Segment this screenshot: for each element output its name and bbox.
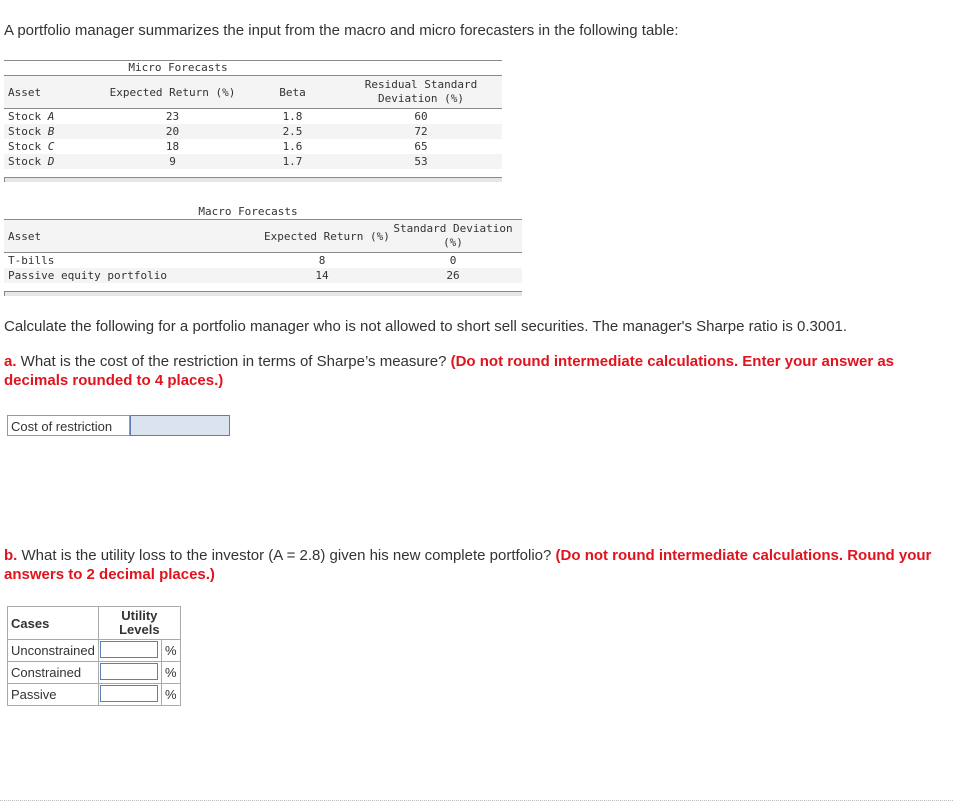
table-row bbox=[8, 662, 181, 684]
utility-levels-header: Utility Levels bbox=[98, 607, 180, 640]
cost-of-restriction-input[interactable] bbox=[130, 415, 230, 436]
utility-input-cell bbox=[98, 662, 161, 684]
table-row: Stock C 18 1.6 65 bbox=[4, 139, 502, 154]
percent-unit: % bbox=[161, 640, 180, 662]
micro-table-end-bar bbox=[4, 177, 502, 182]
macro-header-sd: Standard Deviation (%) bbox=[384, 220, 522, 253]
micro-header-asset: Asset bbox=[4, 76, 100, 109]
calc-instructions: Calculate the following for a portfolio manager who is not allowed to short sell securities. The manager's Sharpe ratio is 0.3001. bbox=[4, 318, 848, 335]
intro-text: A portfolio manager summarizes the input from the macro and micro forecasters in the following table: bbox=[4, 22, 679, 39]
case-label: Unconstrained bbox=[8, 640, 99, 662]
table-row: Passive equity portfolio 14 26 bbox=[4, 268, 522, 283]
constrained-utility-input[interactable] bbox=[100, 663, 158, 680]
macro-header-asset: Asset bbox=[4, 220, 214, 253]
passive-utility-input[interactable] bbox=[100, 685, 158, 702]
table-row: Stock A 23 1.8 60 bbox=[4, 109, 502, 125]
macro-header-row bbox=[4, 220, 522, 253]
case-label: Constrained bbox=[8, 662, 99, 684]
micro-header-rsd: Residual Standard Deviation (%) bbox=[340, 76, 502, 109]
cases-header: Cases bbox=[8, 607, 99, 640]
micro-caption: Micro Forecasts bbox=[128, 61, 228, 74]
micro-header-beta: Beta bbox=[245, 76, 340, 109]
table-row bbox=[8, 684, 181, 706]
cost-of-restriction-label: Cost of restriction bbox=[7, 415, 130, 436]
percent-unit: % bbox=[161, 662, 180, 684]
micro-header-er: Expected Return (%) bbox=[100, 76, 245, 109]
table-row: Stock D 9 1.7 53 bbox=[4, 154, 502, 169]
macro-table-end-bar bbox=[4, 291, 522, 296]
micro-header-row bbox=[4, 76, 502, 109]
unconstrained-utility-input[interactable] bbox=[100, 641, 158, 658]
bottom-divider bbox=[0, 800, 953, 801]
macro-caption: Macro Forecasts bbox=[198, 205, 298, 218]
table-row bbox=[8, 640, 181, 662]
part-b-question: b. What is the utility loss to the investor (A = 2.8) given his new complete portfolio? (Do not round intermediate calculations. Round your answers to 2 decimal places.) bbox=[4, 547, 932, 583]
part-a-question: a. What is the cost of the restriction in terms of Sharpe’s measure? (Do not round intermediate calculations. Enter your answer as decimals rounded to 4 places.) bbox=[4, 353, 895, 389]
macro-forecasts-table bbox=[4, 204, 522, 296]
percent-unit: % bbox=[161, 684, 180, 706]
micro-forecasts-table bbox=[4, 60, 502, 182]
utility-input-cell bbox=[98, 640, 161, 662]
utility-input-cell bbox=[98, 684, 161, 706]
case-label: Passive bbox=[8, 684, 99, 706]
macro-header-er: Expected Return (%) bbox=[214, 220, 384, 253]
utility-table bbox=[7, 606, 181, 706]
table-row: T-bills 8 0 bbox=[4, 253, 522, 269]
table-row: Stock B 20 2.5 72 bbox=[4, 124, 502, 139]
